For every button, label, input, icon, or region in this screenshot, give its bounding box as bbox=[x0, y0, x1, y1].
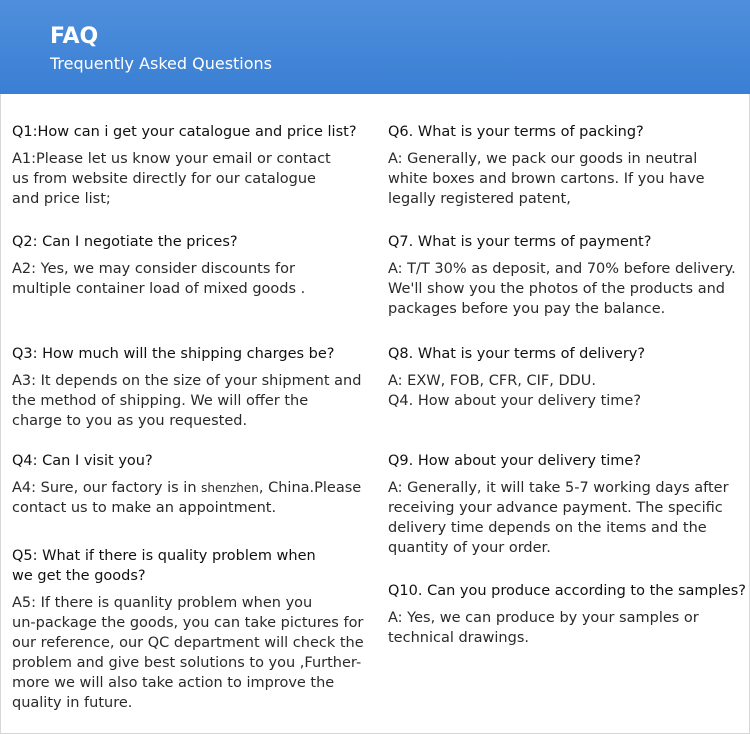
faq-item-q1 bbox=[12, 122, 374, 209]
faq-item-q6 bbox=[388, 122, 750, 209]
faq-content bbox=[0, 94, 750, 734]
faq-question: Q3: How much will the shipping charges be? bbox=[12, 346, 335, 362]
faq-item-q9 bbox=[388, 451, 750, 558]
faq-item-q10 bbox=[388, 581, 750, 648]
faq-question: Q8. What is your terms of delivery? bbox=[388, 346, 646, 362]
page-subtitle: Trequently Asked Questions bbox=[50, 54, 273, 73]
faq-header bbox=[0, 0, 750, 94]
faq-answer: A3: It depends on the size of your shipment and the method of shipping. We will offer the charge to you as you requested. bbox=[12, 373, 362, 429]
faq-answer-city: shenzhen bbox=[201, 481, 259, 495]
faq-item-q4 bbox=[12, 451, 374, 518]
faq-question: Q9. How about your delivery time? bbox=[388, 453, 642, 469]
faq-answer: A5: If there is quanlity problem when you un-package the goods, you can take pictures for our reference, our QC department will check the problem and give best solutions to you ,Further- more we will also take action to improve the quality in future. bbox=[12, 595, 364, 711]
faq-question: Q10. Can you produce according to the samples? bbox=[388, 583, 746, 599]
faq-answer: A1:Please let us know your email or contact us from website directly for our catalogue and price list; bbox=[12, 151, 331, 207]
faq-question: Q7. What is your terms of payment? bbox=[388, 234, 652, 250]
faq-answer: A2: Yes, we may consider discounts for multiple container load of mixed goods . bbox=[12, 261, 306, 297]
faq-item-q7 bbox=[388, 232, 750, 319]
faq-question: Q5: What if there is quality problem when we get the goods? bbox=[12, 548, 316, 584]
faq-answer-part: , China.Please contact us to make an appointment. bbox=[12, 480, 362, 516]
faq-question: Q2: Can I negotiate the prices? bbox=[12, 234, 238, 250]
faq-answer: A: Generally, it will take 5-7 working days after receiving your advance payment. The specific delivery time depends on the items and the quantity of your order. bbox=[388, 480, 729, 556]
faq-answer: A: Yes, we can produce by your samples or technical drawings. bbox=[388, 610, 699, 646]
faq-item-q8 bbox=[388, 344, 750, 411]
faq-question: Q6. What is your terms of packing? bbox=[388, 124, 644, 140]
faq-answer: A: T/T 30% as deposit, and 70% before delivery. We'll show you the photos of the products and packages before you pay the balance. bbox=[388, 261, 736, 317]
faq-question: Q1:How can i get your catalogue and price list? bbox=[12, 124, 357, 140]
faq-answer: A: EXW, FOB, CFR, CIF, DDU. Q4. How about your delivery time? bbox=[388, 373, 642, 409]
faq-answer-part: A4: Sure, our factory is in bbox=[12, 480, 202, 496]
faq-item-q5 bbox=[12, 546, 374, 713]
faq-item-q2 bbox=[12, 232, 374, 299]
faq-item-q3 bbox=[12, 344, 374, 431]
page-title: FAQ bbox=[50, 24, 99, 49]
faq-answer: A: Generally, we pack our goods in neutral white boxes and brown cartons. If you have legally registered patent, bbox=[388, 151, 705, 207]
faq-answer bbox=[12, 478, 374, 518]
faq-question: Q4: Can I visit you? bbox=[12, 453, 153, 469]
